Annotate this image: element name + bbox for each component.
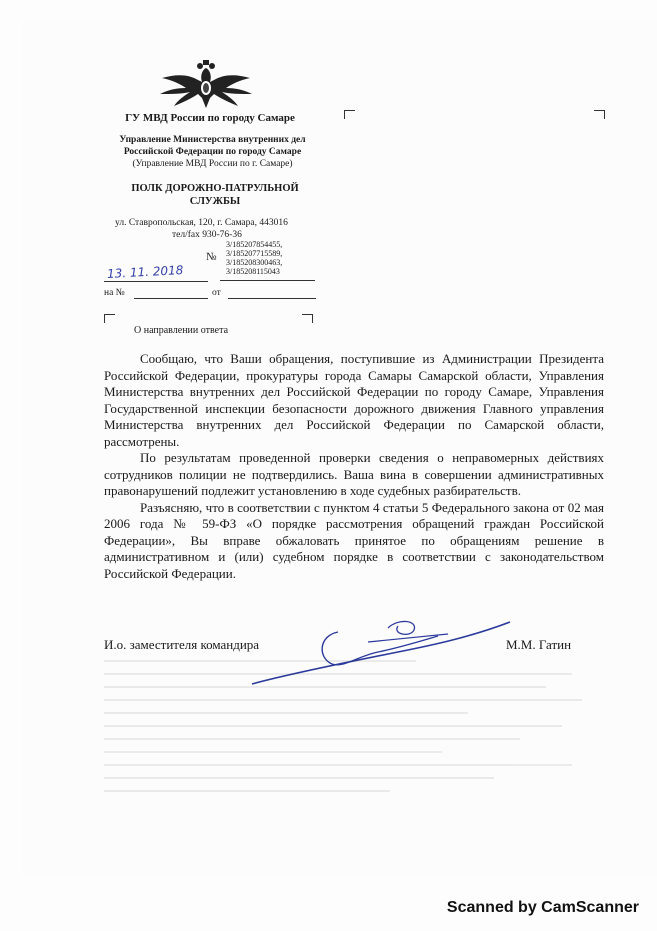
reply-to-number-label: на № <box>104 288 125 298</box>
bleed-through-text <box>104 660 624 840</box>
ref-number: 3/185208115043 <box>226 267 280 276</box>
org-full-line-1: Управление Министерства внутренних дел <box>119 135 306 145</box>
eagle-emblem-icon <box>158 58 254 112</box>
corner-mark <box>594 110 605 119</box>
ref-number: 3/185207854455, <box>226 240 283 249</box>
reply-number-underline <box>134 298 208 299</box>
telfax: тел/fax 930-76-36 <box>172 230 242 240</box>
org-short-name: ГУ МВД России по городу Самаре <box>125 112 295 124</box>
regiment-name <box>110 182 320 208</box>
ref-number: 3/185207715589, <box>226 249 283 258</box>
reply-date-underline <box>228 298 316 299</box>
handwritten-date: 13. 11. 2018 <box>106 263 184 281</box>
letter-body <box>104 351 604 582</box>
signatory-name: М.М. Гатин <box>506 637 572 652</box>
org-full-line-2: Российской Федерации по городу Самаре <box>123 147 302 157</box>
org-full-name <box>100 134 325 158</box>
signatory-title: И.о. заместителя командира <box>104 637 260 652</box>
corner-mark <box>344 110 355 119</box>
address: ул. Ставропольская, 120, г. Самара, 443016 <box>115 218 288 228</box>
subject-line: О направлении ответа <box>134 325 229 336</box>
number-underline <box>220 280 315 281</box>
org-abbrev: (Управление МВД России по г. Самаре) <box>132 159 293 169</box>
regiment-line-2: СЛУЖБЫ <box>189 196 241 207</box>
corner-mark <box>104 314 115 323</box>
reply-from-label: от <box>212 288 221 298</box>
ref-number: 3/185208300463, <box>226 258 283 267</box>
reference-numbers <box>226 240 282 276</box>
date-underline <box>104 281 208 282</box>
corner-mark <box>302 314 313 323</box>
paragraph: По результатам проведенной проверки сведения о неправомерных действиях сотрудников полиции не подтвердились. Ваша вина в совершении административных правонарушений подлежит установлению в ходе судебных разбирательств. <box>104 450 604 498</box>
paragraph: Сообщаю, что Ваши обращения, поступившие из Администрации Президента Российской Федерации, прокуратуры города Самары Самарской области, Управления Министерства внутренних дел Российской Федерации по городу Самаре, Управления Государственной инспекции безопасности дорожного движения Главного управления Министерства внутренних дел Российской Федерации по Самарской области, рассмотрены. <box>104 351 604 449</box>
scanner-watermark: Scanned by CamScanner <box>446 899 639 916</box>
number-sign: № <box>206 251 217 263</box>
regiment-line-1: ПОЛК ДОРОЖНО-ПАТРУЛЬНОЙ <box>131 183 299 194</box>
paragraph: Разъясняю, что в соответствии с пунктом 4 статьи 5 Федерального закона от 02 мая 2006 года № 59-ФЗ «О порядке рассмотрения обращений граждан Российской Федерации», Вы вправе обжаловать принятое по обращениям решение в административном и (или) судебном порядке в соответствии с законодательством Российской Федерации. <box>104 499 604 581</box>
